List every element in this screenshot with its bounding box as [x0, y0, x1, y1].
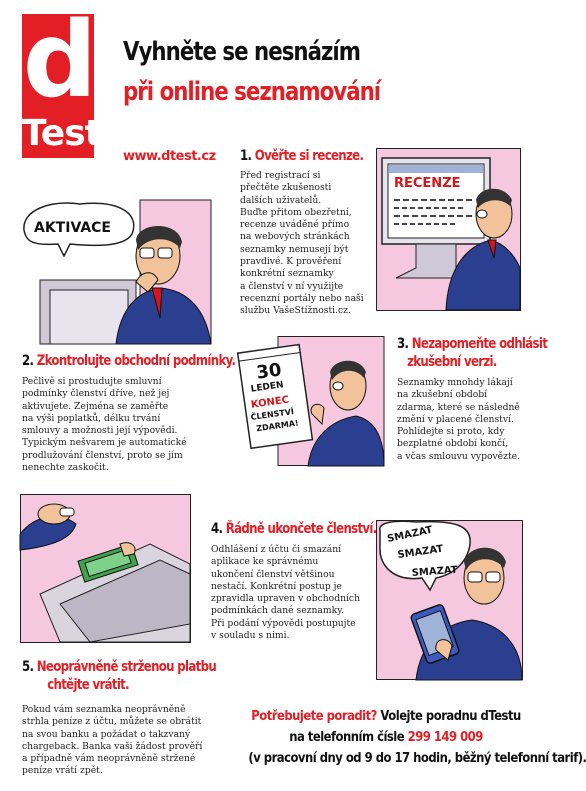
recenze-illustration — [376, 148, 521, 311]
footer-line-2: na telefonním čísle 299 149 009 — [289, 729, 483, 745]
website-link[interactable]: www.dtest.cz — [123, 149, 216, 164]
tip-4-heading — [211, 520, 377, 538]
calendar-month: LEDEN — [250, 380, 285, 395]
tip-4-number: 4. — [211, 521, 223, 537]
smazat-illustration — [376, 520, 523, 680]
logo-word: Test — [22, 113, 101, 154]
smazat-text-3: SMAZAT — [411, 564, 459, 579]
footer-contact — [248, 706, 586, 769]
tip-3-title-line1: Nezapomeňte odhlásit — [411, 336, 548, 352]
tip-2-body: Pečlivě si prostudujte smluvní podmínky členství dříve, než jej aktivujete. Zejména se zaměřte na výši poplatků, délku trvání smlouvy a možnosti její výpovědi. Typickým nešvarem je automatické prodlužování členství, proto se jím nenechte zaskočit. — [22, 376, 187, 474]
footer-question: Potřebujete poradit? — [251, 708, 377, 724]
tip-5-title-line2: chtějte vrátit. — [47, 677, 129, 693]
tip-4-body: Odhlášení z účtu či smazání aplikace ke správnému ukončení členství většinou nestačí. Konkrétní postup je zpravidla upraven v obchodních podmínkách dané seznamky. Při podání výpovědi postupujte v souladu s nimi. — [211, 544, 360, 642]
tip-1-heading — [240, 147, 363, 165]
tip-2-number: 2. — [22, 353, 34, 369]
aktivace-text: AKTIVACE — [34, 220, 111, 236]
tip-5-heading — [22, 658, 216, 694]
tip-5-title-line1: Neoprávněně strženou platbu — [36, 659, 217, 675]
tip-1-number: 1. — [240, 148, 252, 164]
calendar-note-3: ZDARMA! — [255, 418, 300, 434]
recenze-text: RECENZE — [394, 176, 461, 191]
tip-4-title: Řádně ukončete členství. — [225, 521, 377, 537]
calendar-note-1: KONEC — [250, 394, 290, 411]
phone-number[interactable]: 299 149 009 — [407, 729, 483, 745]
calendar-day: 30 — [255, 359, 283, 384]
footer-line-3: (v pracovní dny od 9 do 17 hodin, běžný telefonní tarif). — [248, 750, 586, 766]
footer-line-1: Potřebujete poradit? Volejte poradnu dTestu — [251, 708, 521, 724]
tip-1-body: Před registrací si přečtěte zkušenosti dalších uživatelů. Buďte přitom obezřetní, recenze uváděné přímo na webových stránkách seznamky nemusejí být pravdivé. K prověření konkrétní seznamky a členství v ní využijte recenzní portály nebo naši službu VašeStížnosti.cz. — [240, 170, 364, 317]
tip-5-body: Pokud vám seznamka neoprávněně strhla peníze z účtu, můžete se obrátit na svou banku a požádat o takzvaný chargeback. Banka vaši žádost prověří a případně vám neoprávněně stržené peníze vrátí zpět. — [22, 704, 203, 777]
tip-3-heading — [397, 335, 547, 371]
dtest-logo — [22, 0, 101, 158]
calendar-note-2: ČLENSTVÍ — [250, 406, 295, 422]
tip-2-heading — [22, 352, 235, 370]
page-title-line2: při online seznamování — [123, 77, 381, 107]
tip-3-title-line2: zkušební verzi. — [407, 354, 497, 370]
calendar-illustration — [238, 336, 385, 466]
smazat-text-2: SMAZAT — [396, 543, 444, 561]
tip-1-title: Ověřte si recenze. — [254, 148, 364, 164]
page-title-line1: Vyhněte se nesnázím — [123, 37, 360, 67]
tip-3-number: 3. — [397, 336, 409, 352]
aktivace-illustration — [20, 200, 211, 344]
tip-3-body: Seznamky mnohdy lákají na zkušební období zdarma, které se následně změní v placené členství. Pohlídejte si proto, kdy bezplatné období končí, a včas smlouvu vypovězte. — [397, 377, 520, 462]
tip-5-number: 5. — [22, 659, 34, 675]
tip-2-title: Zkontrolujte obchodní podmínky. — [36, 353, 236, 369]
smazat-text-1: SMAZAT — [386, 524, 434, 545]
money-illustration — [20, 494, 191, 643]
logo-letter: d — [22, 0, 94, 121]
